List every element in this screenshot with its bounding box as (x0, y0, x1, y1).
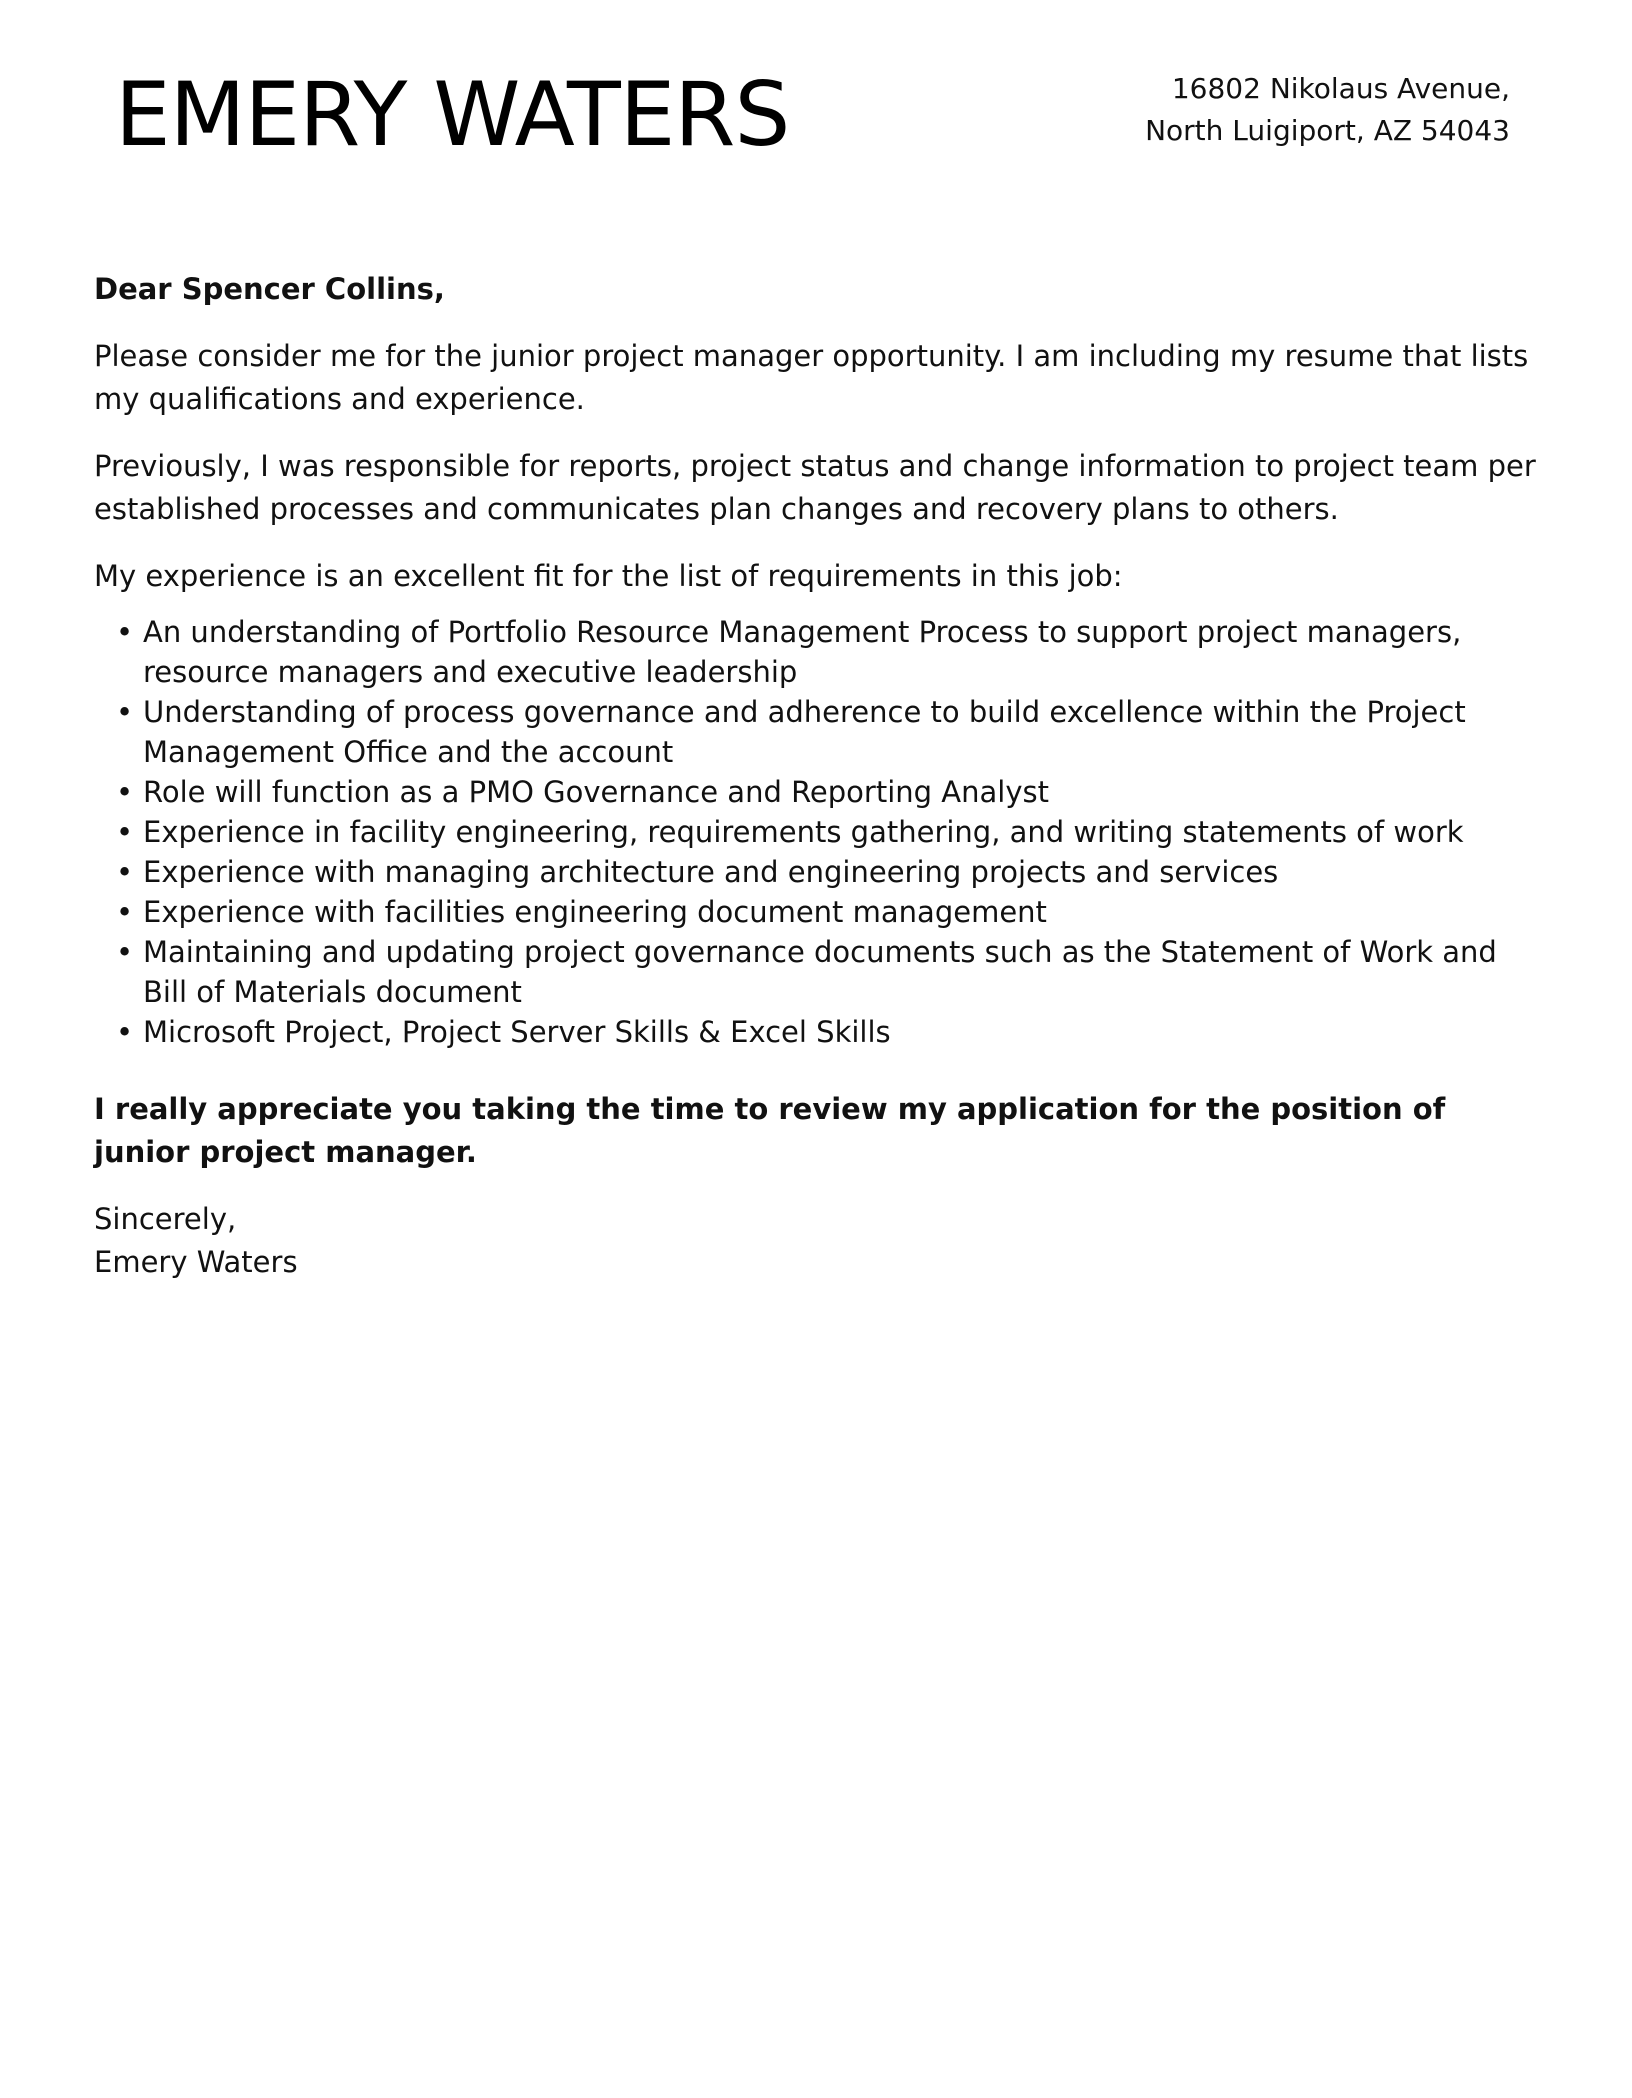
closing-statement: I really appreciate you taking the time to review my application for the position of junior project manager. (94, 1092, 1446, 1169)
bullet-icon: • (116, 855, 134, 889)
bullet-icon: • (116, 775, 134, 809)
bullet-icon: • (116, 695, 134, 729)
list-item (94, 812, 1544, 852)
signoff (94, 1198, 1544, 1284)
requirements-list (94, 612, 1544, 1052)
signature-name: Emery Waters (94, 1245, 298, 1279)
list-item-text: Role will function as a PMO Governance and Reporting Analyst (143, 775, 1049, 809)
bullet-icon: • (116, 615, 134, 649)
list-item-text: Understanding of process governance and adherence to build excellence within the Project Management Office and the account (143, 695, 1466, 769)
list-item (94, 932, 1544, 1012)
list-item-text: Experience with managing architecture and engineering projects and services (143, 855, 1279, 889)
list-item-text: An understanding of Portfolio Resource Management Process to support project managers, resource managers and executive leadership (143, 615, 1462, 689)
salutation: Dear Spencer Collins, (94, 272, 445, 306)
experience-paragraph: Previously, I was responsible for reports, project status and change information to project team per established processes and communicates plan changes and recovery plans to others. (94, 449, 1536, 526)
bullet-icon: • (116, 935, 134, 969)
applicant-address (1145, 68, 1510, 152)
list-item (94, 852, 1544, 892)
signoff-phrase: Sincerely, (94, 1202, 237, 1236)
list-item-text: Experience with facilities engineering document management (143, 895, 1047, 929)
intro-paragraph: Please consider me for the junior project manager opportunity. I am including my resume that lists my qualifications and experience. (94, 339, 1529, 416)
list-item-text: Maintaining and updating project governance documents such as the Statement of Work and Bill of Materials document (143, 935, 1497, 1009)
list-item (94, 612, 1544, 692)
list-item (94, 1012, 1544, 1052)
list-item-text: Microsoft Project, Project Server Skills & Excel Skills (143, 1015, 891, 1049)
list-item-text: Experience in facility engineering, requirements gathering, and writing statements of work (143, 815, 1464, 849)
list-item (94, 772, 1544, 812)
list-item (94, 692, 1544, 772)
letter-body (94, 268, 1544, 1284)
address-line-2: North Luigiport, AZ 54043 (1145, 114, 1510, 147)
bullet-icon: • (116, 815, 134, 849)
requirements-intro: My experience is an excellent fit for the list of requirements in this job: (94, 559, 1123, 593)
bullet-icon: • (116, 895, 134, 929)
bullet-icon: • (116, 1015, 134, 1049)
letter-header (0, 0, 1632, 200)
list-item (94, 892, 1544, 932)
applicant-name: EMERY WATERS (115, 63, 790, 166)
address-line-1: 16802 Nikolaus Avenue, (1171, 72, 1510, 105)
